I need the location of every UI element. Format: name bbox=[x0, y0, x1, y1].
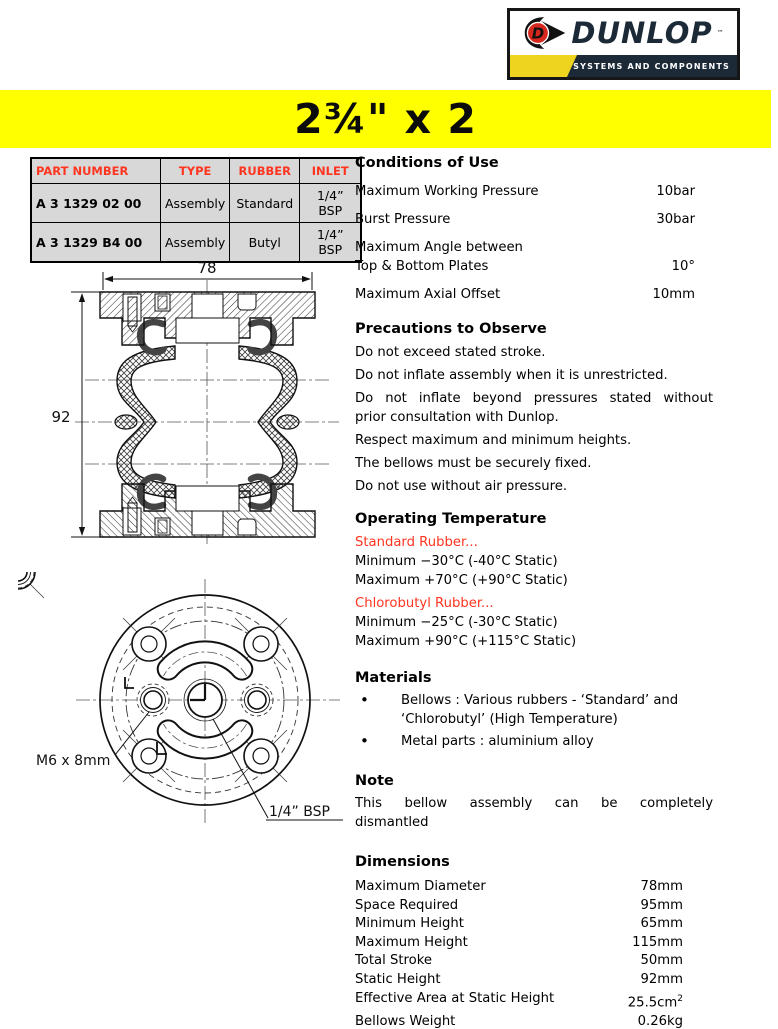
precaution-item: Do not use without air pressure. bbox=[355, 479, 568, 494]
bellows-plan-drawing bbox=[18, 572, 348, 838]
dimension-row: Minimum Height 65mm bbox=[355, 916, 683, 932]
precaution-item: Do not inflate assembly when it is unrestricted. bbox=[355, 368, 668, 383]
dimensions-heading: Dimensions bbox=[355, 854, 450, 870]
part-number-cell: A 3 1329 B4 00 bbox=[31, 223, 161, 263]
dimension-row: Maximum Height 115mm bbox=[355, 934, 683, 950]
logo-gold-stripe bbox=[510, 55, 577, 77]
operating-temperature-section bbox=[355, 509, 713, 651]
spec-column bbox=[355, 153, 713, 1029]
temp-line: Minimum −30°C (-40°C Static) bbox=[355, 554, 558, 569]
col-header-inlet: INLET bbox=[300, 158, 362, 184]
condition-value: 10° bbox=[671, 259, 695, 274]
dimension-row: Static Height 92mm bbox=[355, 971, 683, 987]
logo-band bbox=[510, 55, 737, 77]
material-item: • Metal parts : aluminium alloy bbox=[355, 732, 713, 752]
materials-section bbox=[355, 668, 713, 752]
dimensions-section bbox=[355, 852, 713, 1029]
chlorobutyl-rubber-subheading: Chlorobutyl Rubber... bbox=[355, 596, 494, 611]
logo-tagline-strip bbox=[567, 55, 737, 77]
note-section bbox=[355, 771, 713, 832]
conditions-heading: Conditions of Use bbox=[355, 155, 499, 171]
standard-rubber-subheading: Standard Rubber... bbox=[355, 535, 478, 550]
condition-row bbox=[355, 210, 695, 229]
dim-width-label: 78 bbox=[197, 259, 217, 277]
precaution-item: Respect maximum and minimum heights. bbox=[355, 433, 632, 448]
condition-label: Maximum Angle between Top & Bottom Plates bbox=[355, 240, 523, 274]
condition-value: 10mm bbox=[652, 287, 695, 302]
port-callout-label: 1/4” BSP bbox=[269, 804, 330, 820]
logo-wordmark: DUNLOP bbox=[571, 16, 713, 50]
precaution-item: Do not inflate beyond pressures stated without bbox=[355, 391, 713, 406]
thread-callout-label: M6 x 8mm bbox=[36, 753, 111, 769]
material-item: • Bellows : Various rubbers - ‘Standard’ and ‘Chlorobutyl’ (High Temperature) bbox=[355, 691, 713, 729]
logo-top-row bbox=[510, 11, 737, 55]
dim-height-label: 92 bbox=[51, 408, 71, 426]
bellows-section-drawing bbox=[25, 250, 355, 554]
conditions-section bbox=[355, 153, 713, 304]
parts-table-header-row bbox=[31, 158, 361, 184]
condition-value: 10bar bbox=[656, 184, 695, 199]
note-text-line: This bellow assembly can be completely bbox=[355, 796, 713, 811]
precaution-item: Do not exceed stated stroke. bbox=[355, 345, 546, 360]
trademark-symbol: ™ bbox=[716, 29, 724, 37]
title-banner bbox=[0, 90, 771, 148]
parts-table bbox=[30, 157, 362, 263]
precautions-section bbox=[355, 319, 713, 496]
dimension-row: Maximum Diameter 78mm bbox=[355, 879, 683, 894]
dimension-row: Effective Area at Static Height $25.5cm^2$ bbox=[355, 990, 683, 1010]
operating-temperature-heading: Operating Temperature bbox=[355, 511, 547, 527]
bullet-icon bbox=[355, 691, 401, 729]
bullet-icon bbox=[355, 732, 401, 752]
col-header-type: TYPE bbox=[161, 158, 230, 184]
condition-label: Maximum Working Pressure bbox=[355, 184, 539, 199]
temp-line: Minimum −25°C (-30°C Static) bbox=[355, 615, 558, 630]
page-title: 2¾" x 2 bbox=[294, 95, 477, 143]
precautions-heading: Precautions to Observe bbox=[355, 321, 547, 337]
col-header-part-number: PART NUMBER bbox=[31, 158, 161, 184]
rubber-cell: Standard bbox=[230, 184, 300, 223]
inlet-cell: 1/4” BSP bbox=[300, 184, 362, 223]
type-cell: Assembly bbox=[161, 223, 230, 263]
type-cell: Assembly bbox=[161, 184, 230, 223]
condition-row bbox=[355, 285, 695, 304]
note-heading: Note bbox=[355, 773, 394, 789]
materials-heading: Materials bbox=[355, 670, 432, 686]
temp-line: Maximum +70°C (+90°C Static) bbox=[355, 573, 568, 588]
condition-label: Burst Pressure bbox=[355, 212, 451, 227]
temp-line: Maximum +90°C (+115°C Static) bbox=[355, 634, 577, 649]
dimension-row: Bellows Weight 0.26kg bbox=[355, 1013, 683, 1029]
table-row bbox=[31, 184, 361, 223]
precaution-item: prior consultation with Dunlop. bbox=[355, 410, 559, 425]
condition-row bbox=[355, 238, 695, 276]
svg-text:D: D bbox=[532, 24, 545, 43]
part-number-cell: A 3 1329 02 00 bbox=[31, 184, 161, 223]
condition-label: Maximum Axial Offset bbox=[355, 287, 501, 302]
condition-value: 30bar bbox=[656, 212, 695, 227]
precaution-item: The bellows must be securely fixed. bbox=[355, 456, 592, 471]
dunlop-logo bbox=[507, 8, 740, 80]
col-header-rubber: RUBBER bbox=[230, 158, 300, 184]
condition-row bbox=[355, 182, 695, 201]
note-text-line: dismantled bbox=[355, 815, 429, 830]
flying-d-icon bbox=[523, 15, 567, 51]
dimension-row: Space Required 95mm bbox=[355, 897, 683, 913]
inlet-cell: 1/4” BSP bbox=[300, 223, 362, 263]
rubber-cell: Butyl bbox=[230, 223, 300, 263]
logo-tagline: SYSTEMS AND COMPONENTS bbox=[573, 61, 730, 71]
dimension-row: Total Stroke 50mm bbox=[355, 953, 683, 969]
